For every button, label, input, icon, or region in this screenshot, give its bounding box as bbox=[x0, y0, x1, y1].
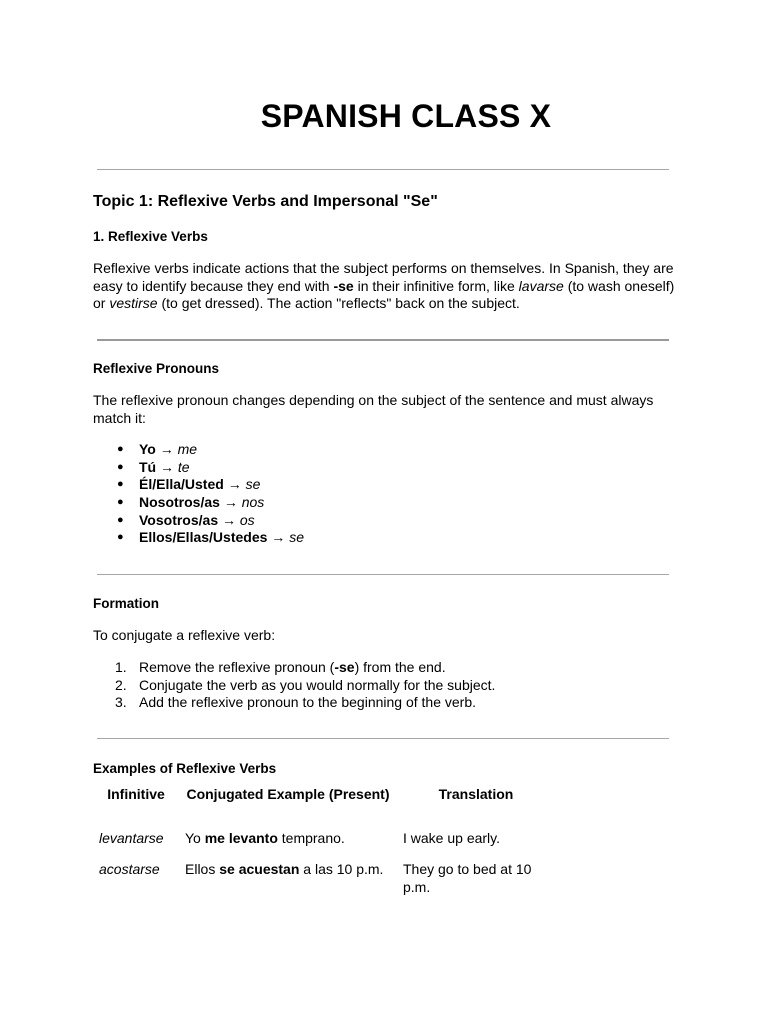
bullet-icon: ● bbox=[117, 460, 124, 473]
example-vestirse: vestirse bbox=[109, 295, 158, 311]
suffix-se: -se bbox=[333, 277, 354, 294]
step-item: 2. Conjugate the verb as you would normally for the subject. bbox=[115, 676, 496, 693]
translation-cell: They go to bed at 10 p.m. bbox=[403, 861, 532, 895]
page-title: SPANISH CLASS X bbox=[260, 98, 552, 134]
bullet-icon: ● bbox=[117, 531, 124, 544]
formation-steps bbox=[93, 659, 495, 712]
table-row bbox=[93, 830, 555, 861]
pronoun-list bbox=[93, 441, 304, 547]
infinitive-cell: levantarse bbox=[99, 830, 164, 846]
column-header: Translation bbox=[438, 786, 514, 802]
pronoun-item: ● Yo → me bbox=[117, 441, 198, 457]
pronoun-item: ● Ellos/Ellas/Ustedes → se bbox=[117, 529, 304, 546]
column-header: Conjugated Example (Present) bbox=[186, 786, 390, 802]
bullet-icon: ● bbox=[117, 513, 124, 526]
pronoun-item: ● Él/Ella/Usted → se bbox=[117, 476, 261, 493]
divider bbox=[97, 169, 669, 170]
topic-heading: Topic 1: Reflexive Verbs and Impersonal "Se" bbox=[93, 193, 438, 210]
example-lavarse: lavarse bbox=[518, 277, 564, 294]
examples-table bbox=[93, 786, 555, 896]
pronoun-item: ● Nosotros/as → nos bbox=[117, 494, 265, 511]
step-item: 1. Remove the reflexive pronoun (-se) from the end. bbox=[115, 659, 446, 675]
translation-cell: I wake up early. bbox=[403, 830, 501, 846]
pronoun-item: ● Vosotros/as → os bbox=[117, 511, 255, 528]
divider bbox=[97, 339, 669, 341]
reflexive-verbs-paragraph: Reflexive verbs indicate actions that the subject performs on themselves. In Spanish, they are easy to identify because they end with -se in their infinitive form, like lavarse (to wash oneself) or vestirse (to get dressed). The action "reflects" back on the subject. bbox=[93, 260, 675, 311]
step-item: 3. Add the reflexive pronoun to the beginning of the verb. bbox=[115, 694, 477, 711]
divider bbox=[97, 738, 669, 739]
conjugated-cell: Ellos se acuestan a las 10 p.m. bbox=[185, 861, 384, 877]
column-header: Infinitive bbox=[107, 786, 165, 802]
formation-heading: Formation bbox=[93, 596, 159, 611]
reflexive-verbs-heading: 1. Reflexive Verbs bbox=[93, 229, 208, 244]
pronoun-item: ● Tú → te bbox=[117, 458, 190, 475]
formation-intro: To conjugate a reflexive verb: bbox=[93, 627, 276, 643]
reflexive-pronouns-heading: Reflexive Pronouns bbox=[93, 361, 220, 376]
infinitive-cell: acostarse bbox=[99, 861, 160, 877]
conjugated-cell: Yo me levanto temprano. bbox=[185, 830, 345, 846]
bullet-icon: ● bbox=[117, 496, 124, 509]
pronouns-intro: The reflexive pronoun changes depending on the subject of the sentence and must always match it: bbox=[93, 392, 654, 426]
bullet-icon: ● bbox=[117, 478, 124, 491]
divider bbox=[97, 574, 669, 575]
table-header-row bbox=[93, 786, 555, 830]
examples-heading: Examples of Reflexive Verbs bbox=[93, 761, 277, 776]
table-row bbox=[93, 861, 555, 896]
bullet-icon: ● bbox=[117, 443, 124, 455]
